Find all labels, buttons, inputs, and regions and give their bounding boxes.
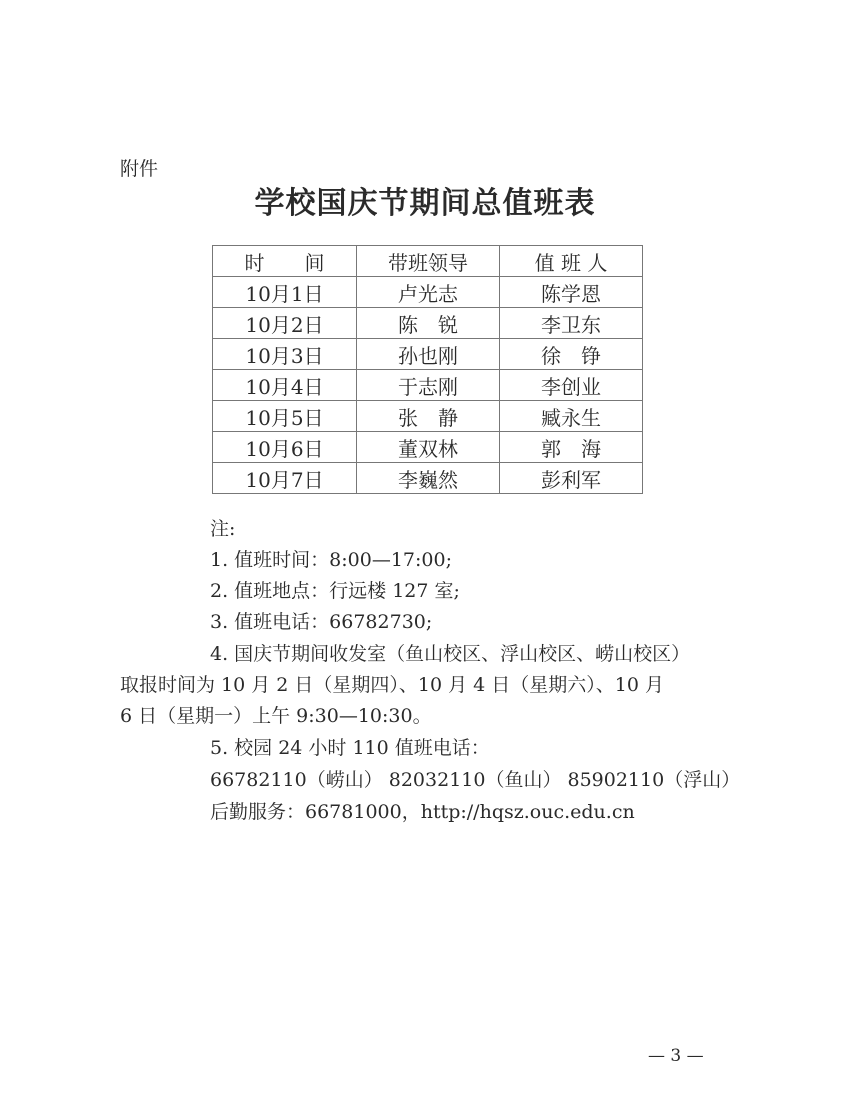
header-time: 时 间 bbox=[213, 246, 357, 277]
row-leader: 董双林 bbox=[357, 432, 500, 463]
row-leader: 孙也刚 bbox=[357, 339, 500, 370]
page-number: — 3 — bbox=[648, 1046, 704, 1066]
table-row bbox=[213, 370, 643, 401]
note-duty-phone: 3. 值班电话：66782730; bbox=[210, 611, 433, 633]
table-row bbox=[213, 277, 643, 308]
row-date: 10月1日 bbox=[213, 277, 357, 308]
row-leader: 张 静 bbox=[357, 401, 500, 432]
note-campus-110-heading: 5. 校园 24 小时 110 值班电话： bbox=[210, 737, 490, 759]
row-date: 10月2日 bbox=[213, 308, 357, 339]
row-leader: 于志刚 bbox=[357, 370, 500, 401]
note-duty-location: 2. 值班地点：行远楼 127 室; bbox=[210, 580, 460, 602]
notes-heading: 注: bbox=[210, 518, 236, 540]
note-mailroom-line3: 6 日（星期一）上午 9:30—10:30。 bbox=[120, 705, 432, 727]
table-row bbox=[213, 308, 643, 339]
row-duty-person: 臧永生 bbox=[500, 401, 643, 432]
row-date: 10月5日 bbox=[213, 401, 357, 432]
row-duty-person: 郭 海 bbox=[500, 432, 643, 463]
row-date: 10月6日 bbox=[213, 432, 357, 463]
header-duty-person: 值 班 人 bbox=[500, 246, 643, 277]
row-duty-person: 彭利军 bbox=[500, 463, 643, 494]
row-leader: 李巍然 bbox=[357, 463, 500, 494]
row-duty-person: 李创业 bbox=[500, 370, 643, 401]
note-mailroom-line2: 取报时间为 10 月 2 日（星期四）、10 月 4 日（星期六）、10 月 bbox=[120, 674, 665, 696]
header-leader: 带班领导 bbox=[357, 246, 500, 277]
page-title: 学校国庆节期间总值班表 bbox=[254, 186, 596, 221]
duty-table bbox=[212, 245, 643, 494]
row-leader: 陈 锐 bbox=[357, 308, 500, 339]
note-logistics-service: 后勤服务：66781000，http://hqsz.ouc.edu.cn bbox=[210, 801, 635, 823]
table-header-row bbox=[213, 246, 643, 277]
row-date: 10月7日 bbox=[213, 463, 357, 494]
attachment-label: 附件 bbox=[120, 158, 159, 180]
row-leader: 卢光志 bbox=[357, 277, 500, 308]
row-duty-person: 徐 铮 bbox=[500, 339, 643, 370]
row-date: 10月3日 bbox=[213, 339, 357, 370]
note-mailroom-line1: 4. 国庆节期间收发室（鱼山校区、浮山校区、崂山校区） bbox=[210, 643, 691, 665]
row-duty-person: 李卫东 bbox=[500, 308, 643, 339]
note-campus-110-numbers: 66782110（崂山） 82032110（鱼山） 85902110（浮山） bbox=[210, 769, 741, 791]
table-row bbox=[213, 463, 643, 494]
table-row bbox=[213, 401, 643, 432]
note-duty-hours: 1. 值班时间：8:00—17:00; bbox=[210, 549, 452, 571]
table-row bbox=[213, 339, 643, 370]
row-duty-person: 陈学恩 bbox=[500, 277, 643, 308]
row-date: 10月4日 bbox=[213, 370, 357, 401]
table-row bbox=[213, 432, 643, 463]
